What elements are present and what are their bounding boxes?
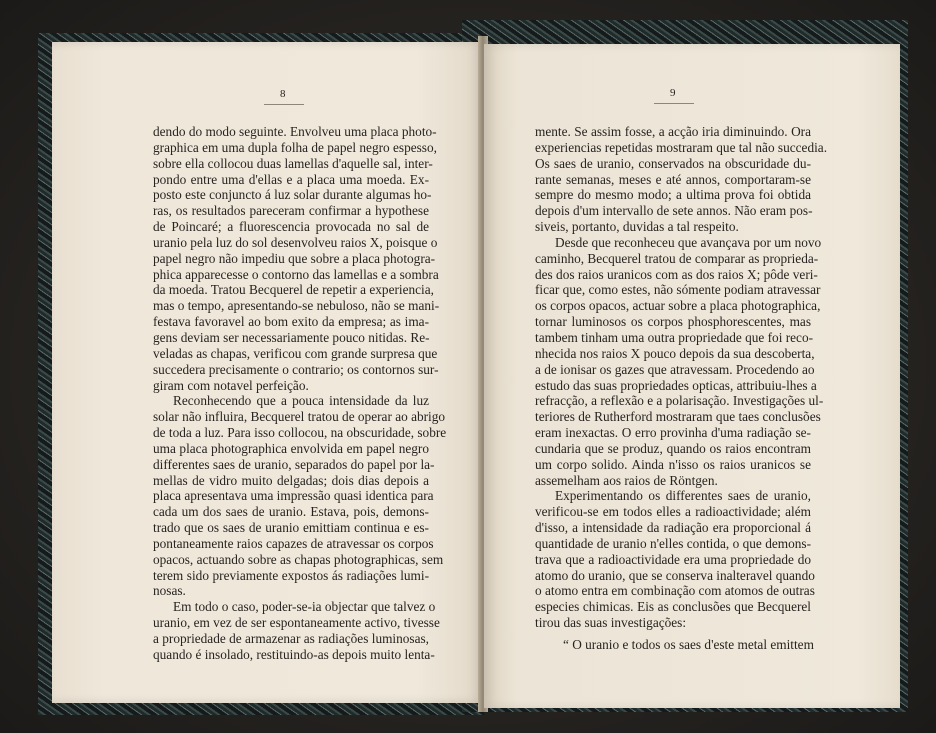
text-line: pondo entre uma d'ellas e a placa uma moeda. Ex- bbox=[153, 171, 429, 187]
text-line: de toda a luz. Para isso collocou, na obscuridade, sobre bbox=[153, 425, 447, 441]
text-line: uranio, em vez de ser espontaneamente activo, tivesse bbox=[153, 615, 440, 631]
text-line: posto este conjuncto á luz solar durante algumas ho- bbox=[153, 187, 432, 203]
text-line: d'isso, a intensidade da radiação era proporcional á bbox=[535, 520, 811, 536]
text-line: sobre ella collocou duas lamellas d'aquelle sal, inter- bbox=[153, 155, 433, 171]
text-line: gens deviam ser necessariamente pouco nitidas. Re- bbox=[153, 329, 430, 345]
text-line: des dos raios uranicos com as dos raios X; pôde veri- bbox=[535, 266, 818, 282]
text-line: phica apparecesse o contorno das lamellas e a sombra bbox=[153, 266, 439, 282]
text-line: “ O uranio e todos os saes d'este metal emittem bbox=[563, 637, 814, 652]
right-page-text bbox=[535, 124, 828, 653]
text-line: experiencias repetidas mostraram que tal não succedia. bbox=[535, 139, 828, 155]
text-line: o atomo entra em combinação com atomos de outras bbox=[535, 583, 815, 599]
text-line: ras, os resultados pareceram confirmar a hypothese bbox=[153, 203, 429, 219]
text-line: sempre do mesmo modo; a ultima prova foi obtida bbox=[535, 187, 811, 203]
text-line: a de ionisar os gazes que atravessam. Procedendo ao bbox=[535, 361, 815, 377]
text-line: quantidade de uranio n'elles contida, o que demons- bbox=[535, 535, 811, 551]
text-line: estudo das suas propriedades opticas, attribuiu-lhes a bbox=[535, 377, 817, 393]
text-line: Reconhecendo que a pouca intensidade da luz bbox=[173, 393, 429, 409]
page-number: 8 bbox=[280, 88, 286, 100]
text-line: atomo do uranio, que se conserva inalteravel quando bbox=[535, 567, 815, 583]
text-line: teriores de Rutherford mostraram que taes conclusões bbox=[535, 409, 821, 425]
text-line: rante semanas, meses e até annos, comportaram-se bbox=[535, 171, 811, 187]
text-line: nhecida nos raios X pouco depois da sua descoberta, bbox=[535, 345, 815, 361]
text-line: quando é insolado, restituindo-as depois muito lenta- bbox=[153, 646, 435, 662]
text-line: siveis, portanto, duvidas a tal respeito. bbox=[535, 219, 739, 235]
text-line: succedera precisamente o contrario; os contornos sur- bbox=[153, 361, 439, 377]
text-line: de Poincaré; a fluorescencia provocada no sal de bbox=[153, 219, 429, 235]
text-line: festava favoravel ao bom exito da empresa; as ima- bbox=[153, 314, 429, 330]
text-line: ficar que, como estes, não sómente podiam atravessar bbox=[535, 282, 821, 298]
text-line: cundaria que se produz, quando os raios encontram bbox=[535, 440, 811, 456]
text-line: tornar luminosos os corpos phosphorescentes, mas bbox=[535, 314, 811, 330]
text-line: differentes saes de uranio, separados do papel por la- bbox=[153, 456, 435, 472]
text-line: Os saes de uranio, conservados na obscuridade du- bbox=[535, 155, 811, 171]
text-line: mellas de vidro muito delgadas; dois dias depois a bbox=[153, 472, 429, 488]
left-page bbox=[52, 42, 482, 703]
text-line: dendo do modo seguinte. Envolveu uma placa photo- bbox=[153, 124, 437, 139]
text-line: Experimentando os differentes saes de uranio, bbox=[555, 488, 811, 504]
text-line: nosas. bbox=[153, 583, 186, 599]
text-line: tambem tinham uma outra propriedade que foi reco- bbox=[535, 329, 814, 345]
text-line: caminho, Becquerel tratou de comparar as proprieda- bbox=[535, 250, 819, 266]
text-line: os corpos opacos, actuar sobre a placa photographica, bbox=[535, 298, 821, 314]
text-line: refracção, a reflexão e a polarisação. Investigações ul- bbox=[535, 393, 824, 409]
text-line: verificou-se em todos elles a radioactividade; além bbox=[535, 504, 811, 520]
text-line: trado que os saes de uranio emittiam continua e es- bbox=[153, 520, 429, 536]
text-line: trava que a radioactividade era uma propriedade do bbox=[535, 551, 811, 567]
header-rule bbox=[654, 103, 694, 104]
text-line: graphica em uma dupla folha de papel negro espesso, bbox=[153, 139, 437, 155]
text-line: cada um dos saes de uranio. Estava, pois, demons- bbox=[153, 504, 429, 520]
text-line: tirou das suas investigações: bbox=[535, 615, 687, 631]
text-line: opacos, actuando sobre as chapas photographicas, sem bbox=[153, 551, 444, 567]
text-line: veladas as chapas, verificou com grande surpresa que bbox=[153, 345, 438, 361]
text-line: pontaneamente raios capazes de atravessar os corpos bbox=[153, 535, 434, 551]
text-line: terem sido previamente expostos ás radiações lumi- bbox=[153, 567, 429, 583]
right-page bbox=[484, 44, 900, 708]
text-line: papel negro não impediu que sobre a placa photogra- bbox=[153, 250, 436, 266]
text-line: especies chimicas. Eis as conclusões que Becquerel bbox=[535, 599, 811, 615]
header-rule bbox=[264, 104, 304, 105]
text-line: mas o tempo, apresentando-se nebuloso, não se mani- bbox=[153, 298, 440, 314]
text-line: Desde que reconheceu que avançava por um novo bbox=[555, 234, 822, 250]
text-line: a propriedade de armazenar as radiações luminosas, bbox=[153, 631, 429, 646]
text-line: placa apresentava uma impressão quasi identica para bbox=[153, 488, 434, 504]
text-line: giram com notavel perfeição. bbox=[153, 377, 309, 393]
text-line: da moeda. Tratou Becquerel de repetir a experiencia, bbox=[153, 282, 434, 298]
text-line: um corpo solido. Ainda n'isso os raios uranicos se bbox=[535, 456, 811, 472]
text-line: assemelham aos raios de Röntgen. bbox=[535, 472, 718, 488]
text-line: uranio pela luz do sol desenvolveu raios X, poisque o bbox=[153, 234, 438, 250]
text-line: Em todo o caso, poder-se-ia objectar que talvez o bbox=[173, 599, 436, 615]
text-line: uma placa photographica envolvida em papel negro bbox=[153, 440, 429, 456]
text-line: depois d'um intervallo de sete annos. Não eram pos- bbox=[535, 203, 813, 219]
page-number: 9 bbox=[670, 87, 676, 99]
text-line: solar não influira, Becquerel tratou de operar ao abrigo bbox=[153, 409, 446, 425]
left-page-text bbox=[153, 124, 447, 663]
text-line: eram inexactas. O erro provinha d'uma radiação se- bbox=[535, 425, 811, 441]
text-line: mente. Se assim fosse, a acção iria diminuindo. Ora bbox=[535, 124, 811, 139]
